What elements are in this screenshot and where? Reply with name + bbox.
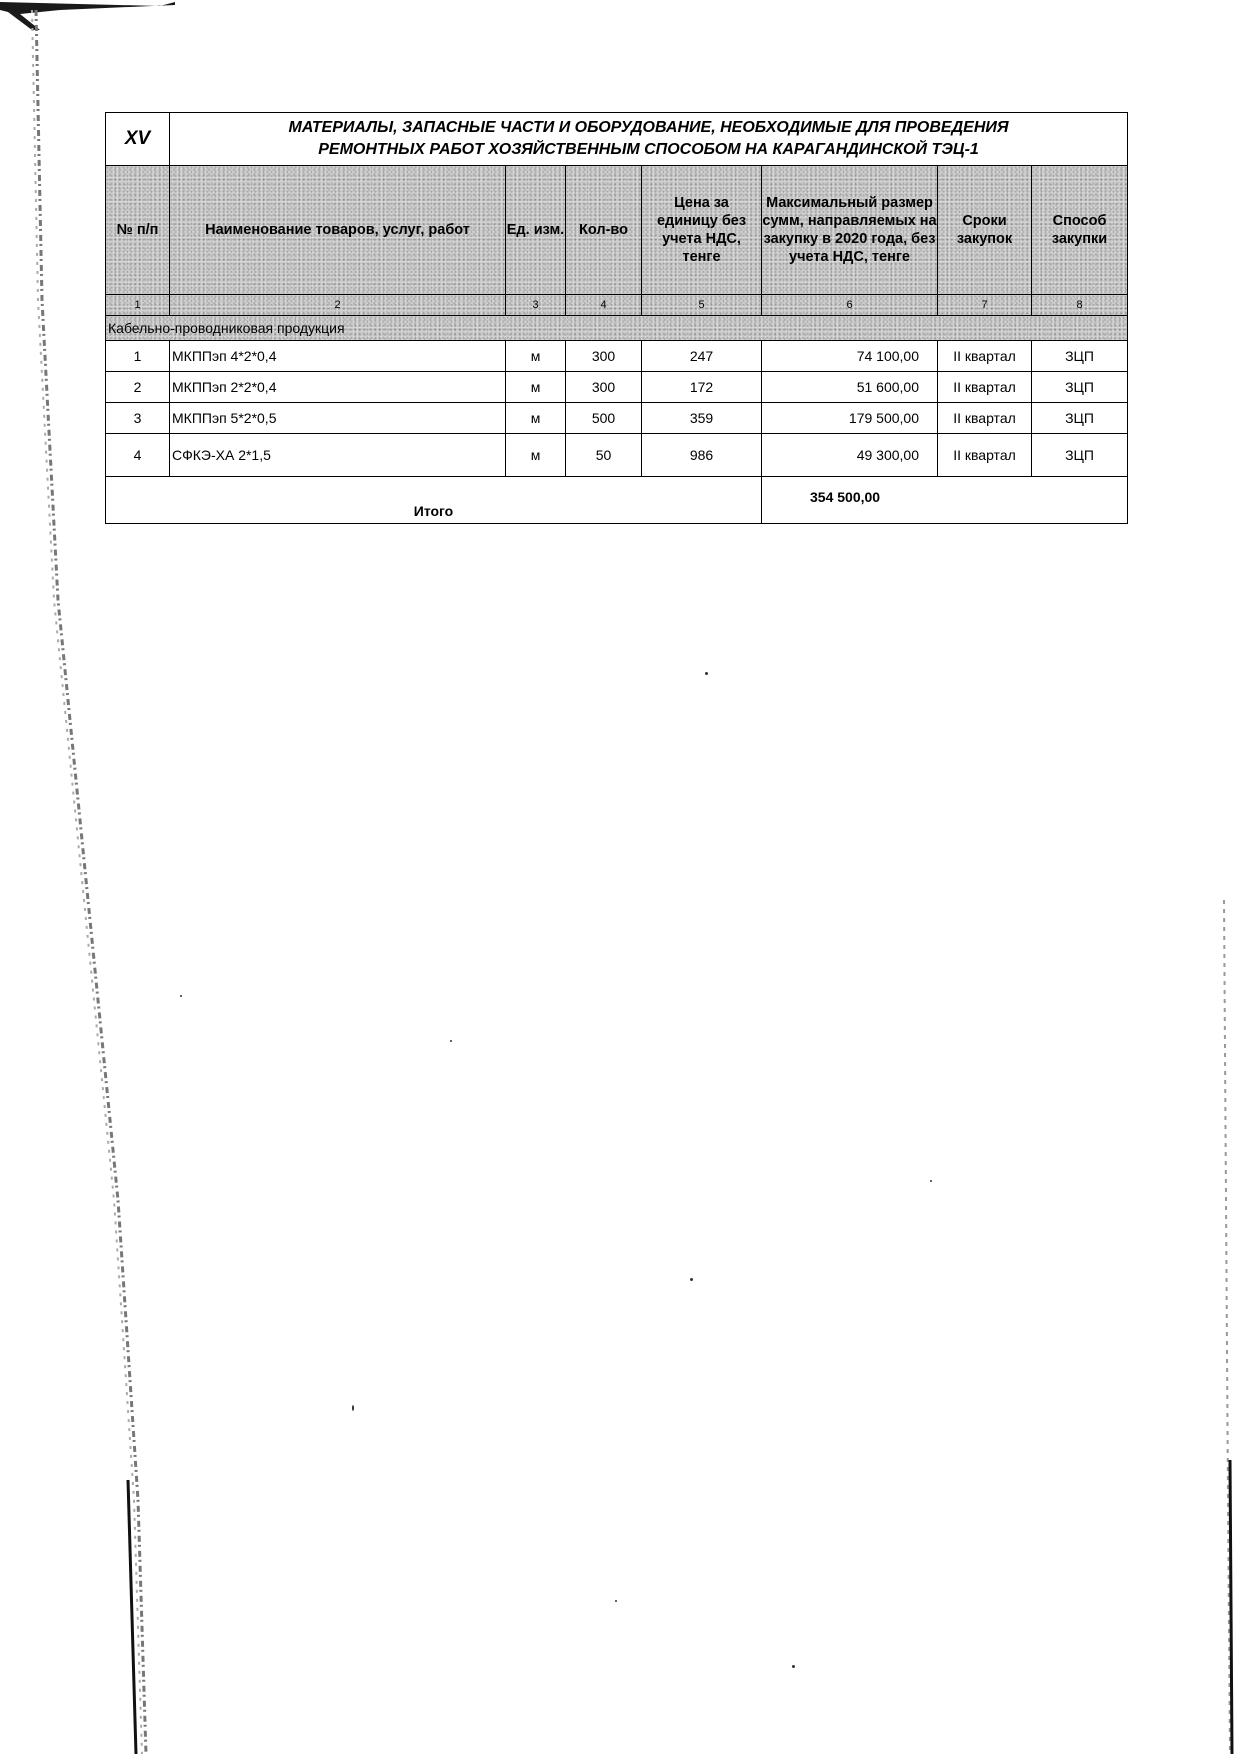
item-name: МКППэп 4*2*0,4: [170, 341, 506, 372]
column-header-row: [106, 166, 1128, 295]
total-row: [106, 477, 1128, 524]
item-term: II квартал: [938, 434, 1032, 477]
header-max-sum: Максимальный размер сумм, направляемых на закупку в 2020 года, без учета НДС, тенге: [762, 166, 938, 295]
header-unit: Ед. изм.: [506, 166, 566, 295]
column-number: 2: [170, 295, 506, 316]
item-method: ЗЦП: [1032, 434, 1128, 477]
column-number: 1: [106, 295, 170, 316]
item-sum: 51 600,00: [762, 372, 938, 403]
row-number: 3: [106, 403, 170, 434]
item-method: ЗЦП: [1032, 372, 1128, 403]
item-term: II квартал: [938, 403, 1032, 434]
item-sum: 49 300,00: [762, 434, 938, 477]
row-number: 2: [106, 372, 170, 403]
item-quantity: 50: [566, 434, 642, 477]
scan-corner-artifact: [0, 0, 180, 30]
row-number: 4: [106, 434, 170, 477]
section-title: [170, 113, 1128, 166]
item-term: II квартал: [938, 341, 1032, 372]
item-price: 172: [642, 372, 762, 403]
section-title-line1: МАТЕРИАЛЫ, ЗАПАСНЫЕ ЧАСТИ И ОБОРУДОВАНИЕ, НЕОБХОДИМЫЕ ДЛЯ ПРОВЕДЕНИЯ: [288, 119, 1009, 136]
item-unit: м: [506, 434, 566, 477]
header-unit-price: Цена за единицу без учета НДС, тенге: [642, 166, 762, 295]
group-row: [106, 316, 1128, 341]
header-quantity: Кол-во: [566, 166, 642, 295]
table-row: [106, 372, 1128, 403]
total-value: 354 500,00: [762, 477, 1128, 524]
header-row-number: № п/п: [106, 166, 170, 295]
item-unit: м: [506, 403, 566, 434]
scan-right-edge-artifact: [1210, 900, 1240, 1754]
column-number-row: [106, 295, 1128, 316]
item-method: ЗЦП: [1032, 341, 1128, 372]
procurement-table: [105, 112, 1128, 524]
item-quantity: 300: [566, 372, 642, 403]
section-title-line2: РЕМОНТНЫХ РАБОТ ХОЗЯЙСТВЕННЫМ СПОСОБОМ НА КАРАГАНДИНСКОЙ ТЭЦ-1: [318, 141, 979, 158]
column-number: 4: [566, 295, 642, 316]
column-number: 8: [1032, 295, 1128, 316]
table-row: [106, 434, 1128, 477]
column-number: 6: [762, 295, 938, 316]
item-sum: 179 500,00: [762, 403, 938, 434]
section-header-row: [106, 113, 1128, 166]
header-procurement-method: Способ закупки: [1032, 166, 1128, 295]
table-row: [106, 403, 1128, 434]
header-procurement-term: Сроки закупок: [938, 166, 1032, 295]
item-unit: м: [506, 341, 566, 372]
item-price: 986: [642, 434, 762, 477]
column-number: 5: [642, 295, 762, 316]
item-term: II квартал: [938, 372, 1032, 403]
item-name: МКППэп 2*2*0,4: [170, 372, 506, 403]
item-price: 359: [642, 403, 762, 434]
item-name: СФКЭ-ХА 2*1,5: [170, 434, 506, 477]
item-unit: м: [506, 372, 566, 403]
section-number: XV: [106, 113, 170, 166]
item-quantity: 500: [566, 403, 642, 434]
table-row: [106, 341, 1128, 372]
item-quantity: 300: [566, 341, 642, 372]
header-item-name: Наименование товаров, услуг, работ: [170, 166, 506, 295]
item-sum: 74 100,00: [762, 341, 938, 372]
item-name: МКППэп 5*2*0,5: [170, 403, 506, 434]
row-number: 1: [106, 341, 170, 372]
column-number: 7: [938, 295, 1032, 316]
group-label: Кабельно-проводниковая продукция: [106, 316, 1128, 341]
column-number: 3: [506, 295, 566, 316]
total-label: Итого: [106, 477, 762, 524]
item-method: ЗЦП: [1032, 403, 1128, 434]
item-price: 247: [642, 341, 762, 372]
